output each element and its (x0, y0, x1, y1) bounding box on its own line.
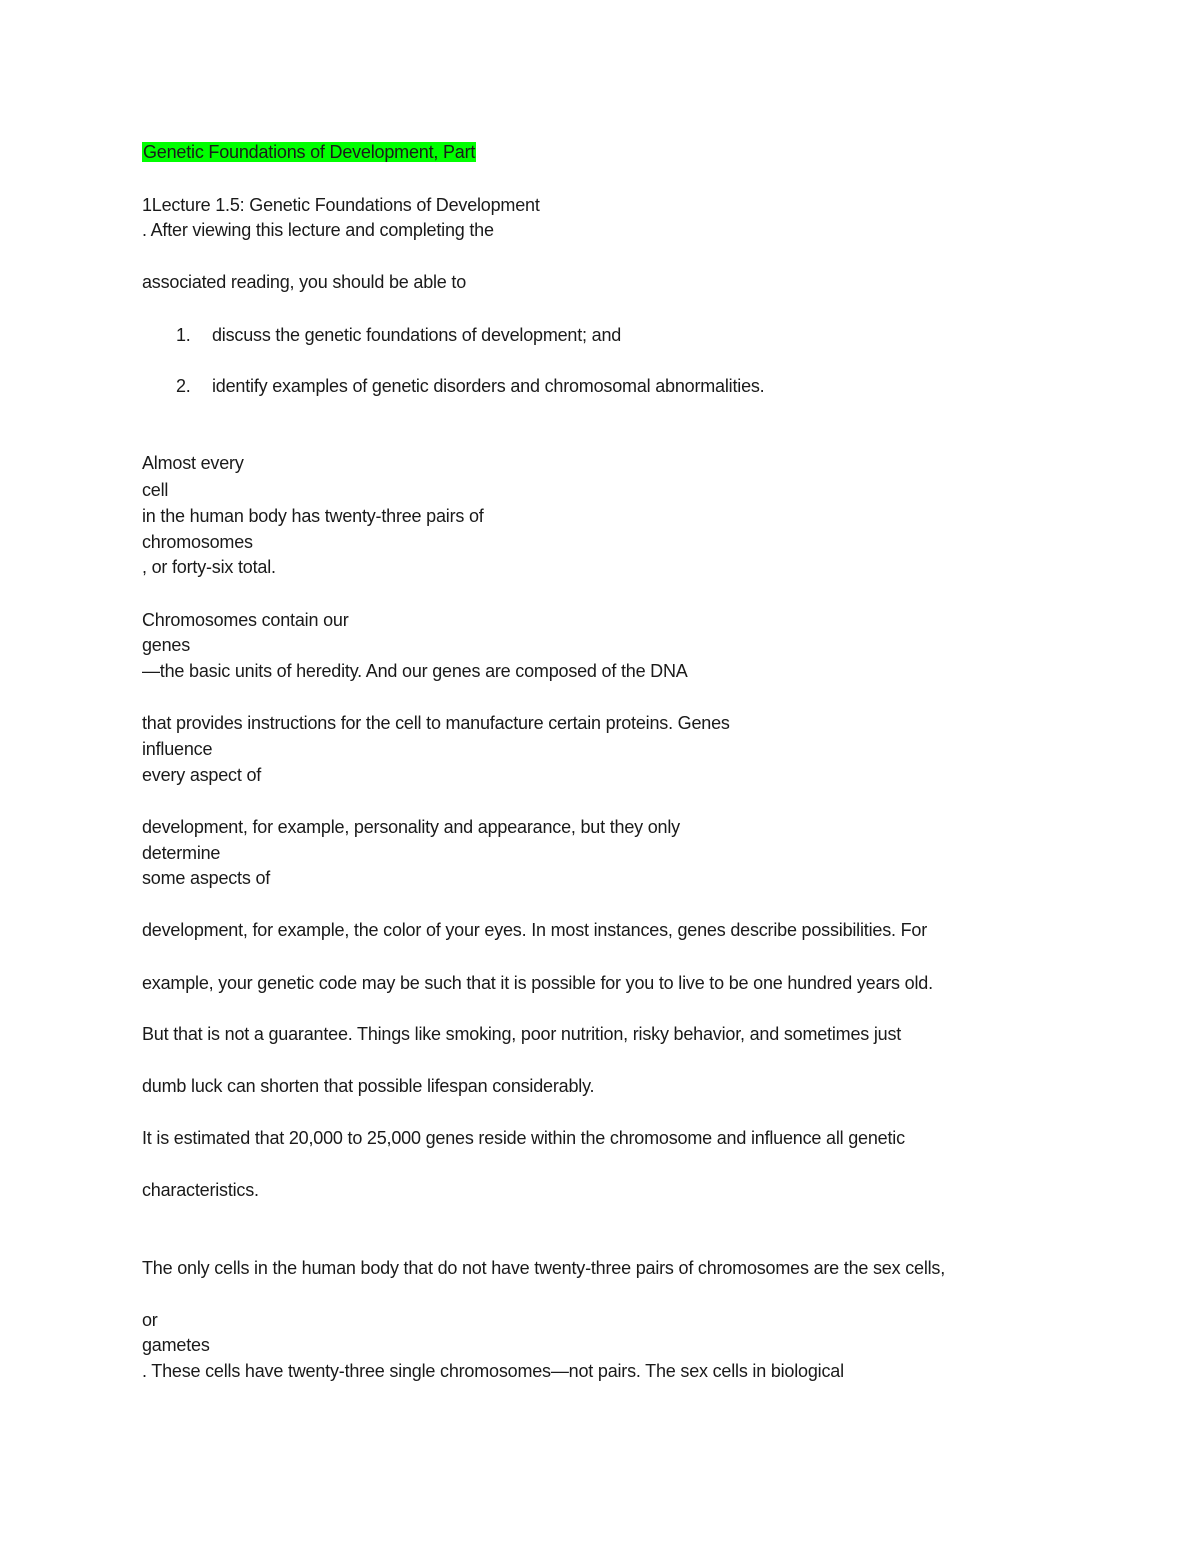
body-line: The only cells in the human body that do not have twenty-three pairs of chromosomes are the sex cells, (142, 1258, 946, 1278)
body-line: Almost every (142, 453, 244, 473)
body-line: characteristics. (142, 1180, 259, 1200)
body-line: that provides instructions for the cell to manufacture certain proteins. Genes (142, 713, 730, 733)
document-title (142, 141, 476, 163)
intro-line-1: 1Lecture 1.5: Genetic Foundations of Development (142, 195, 540, 215)
body-line: influence (142, 739, 213, 759)
body-line: some aspects of (142, 868, 271, 888)
intro-line-3: associated reading, you should be able to (142, 272, 467, 292)
body-line: genes (142, 635, 191, 655)
list-item-number: 1. (176, 325, 191, 345)
body-line: development, for example, personality and appearance, but they only (142, 817, 680, 837)
body-line: . These cells have twenty-three single chromosomes—not pairs. The sex cells in biological (142, 1361, 844, 1381)
body-line: determine (142, 843, 221, 863)
intro-line-2: . After viewing this lecture and completing the (142, 220, 494, 240)
body-line: cell (142, 480, 169, 500)
body-line: dumb luck can shorten that possible lifespan considerably. (142, 1076, 595, 1096)
body-line: Chromosomes contain our (142, 610, 349, 630)
list-item-text: discuss the genetic foundations of development; and (212, 325, 622, 345)
body-line: But that is not a guarantee. Things like smoking, poor nutrition, risky behavior, and sometimes just (142, 1024, 902, 1044)
body-line: every aspect of (142, 765, 262, 785)
list-item-number: 2. (176, 376, 191, 396)
body-line: gametes (142, 1335, 210, 1355)
body-line: development, for example, the color of your eyes. In most instances, genes describe possibilities. For (142, 920, 927, 940)
list-item-text: identify examples of genetic disorders and chromosomal abnormalities. (212, 376, 765, 396)
body-line: It is estimated that 20,000 to 25,000 genes reside within the chromosome and influence all genetic (142, 1128, 905, 1148)
body-line: or (142, 1310, 158, 1330)
body-line: in the human body has twenty-three pairs of (142, 506, 484, 526)
body-line: , or forty-six total. (142, 557, 276, 577)
body-line: chromosomes (142, 532, 253, 552)
body-line: —the basic units of heredity. And our genes are composed of the DNA (142, 661, 688, 681)
title-highlight: Genetic Foundations of Development, Part (143, 142, 476, 162)
body-line: example, your genetic code may be such that it is possible for you to live to be one hundred years old. (142, 973, 933, 993)
